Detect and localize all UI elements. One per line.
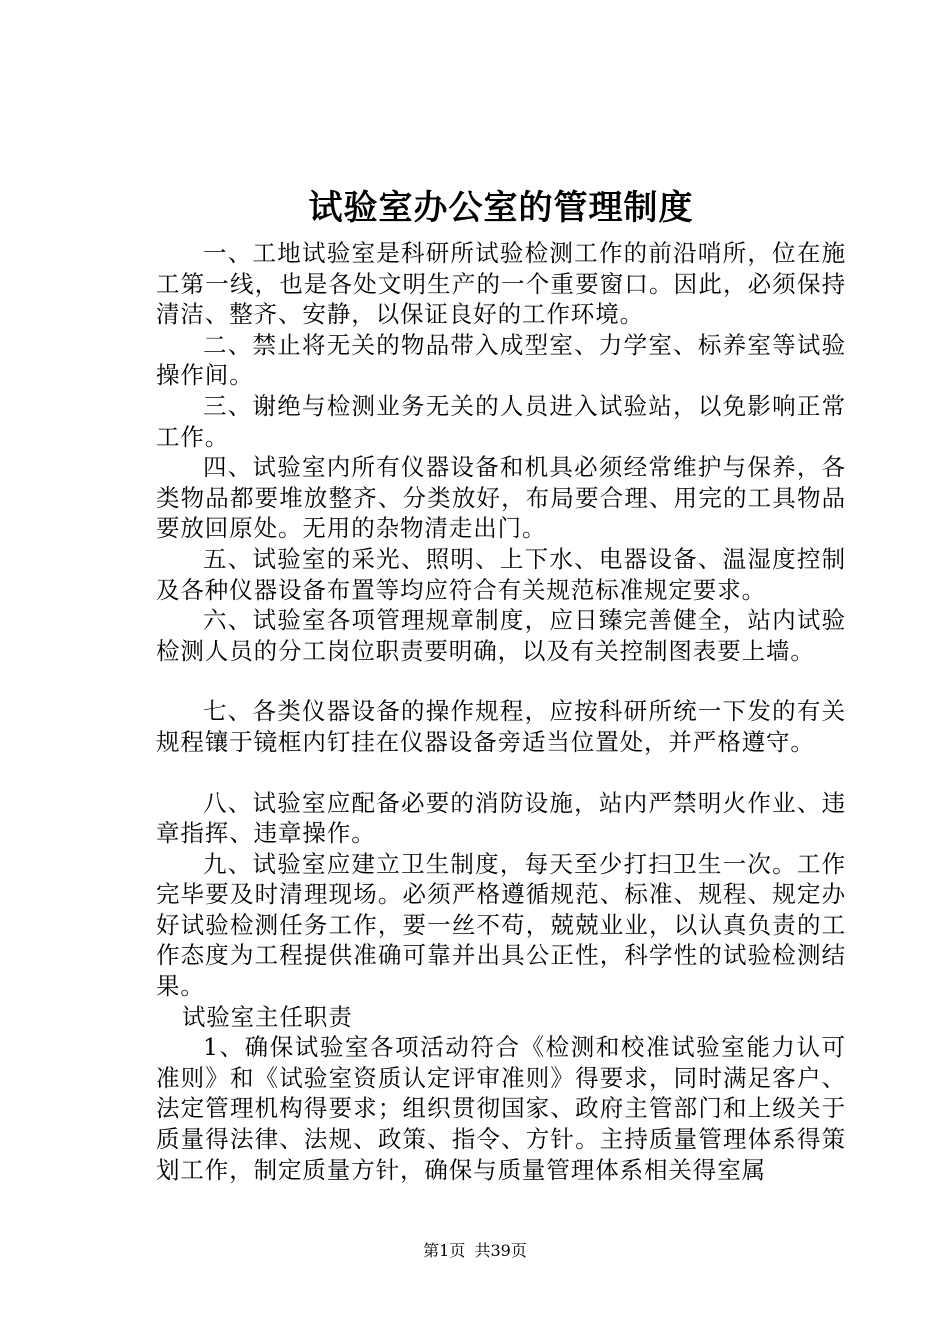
paragraph-3: 三、谢绝与检测业务无关的人员进入试验站，以免影响正常工作。: [156, 391, 846, 451]
document-title: 试验室办公室的管理制度: [308, 188, 694, 228]
paragraph-5: 五、试验室的采光、照明、上下水、电器设备、温湿度控制及各种仪器设备布置等均应符合有关规范标准规定要求。: [156, 544, 846, 604]
paragraph-6: 六、试验室各项管理规章制度，应日臻完善健全，站内试验检测人员的分工岗位职责要明确，以及有关控制图表要上墙。: [156, 606, 846, 665]
page-number: 第1页: [423, 1241, 466, 1260]
section-paragraph-1: 1、确保试验室各项活动符合《检测和校准试验室能力认可准则》和《试验室资质认定评审准则》得要求，同时满足客户、法定管理机构得要求；组织贯彻国家、政府主管部门和上级关于质量得法律、法规、政策、指令、方针。主持质量管理体系得策划工作，制定质量方针，确保与质量管理体系相关得室属: [156, 1033, 846, 1184]
page-footer: [0, 1238, 950, 1261]
document-body: [156, 186, 846, 1185]
section-heading: 试验室主任职责: [181, 1002, 353, 1031]
paragraph-1: 一、工地试验室是科研所试验检测工作的前沿哨所，位在施工第一线，也是各处文明生产的一个重要窗口。因此，必须保持清洁、整齐、安静，以保证良好的工作环境。: [156, 239, 846, 329]
paragraph-8: 八、试验室应配备必要的消防设施，站内严禁明火作业、违章指挥、违章操作。: [156, 788, 846, 848]
paragraph-2: 二、禁止将无关的物品带入成型室、力学室、标养室等试验操作间。: [156, 330, 846, 390]
paragraph-4: 四、试验室内所有仪器设备和机具必须经常维护与保养，各类物品都要堆放整齐、分类放好，布局要合理、用完的工具物品要放回原处。无用的杂物清走出门。: [156, 453, 846, 543]
paragraph-7: 七、各类仪器设备的操作规程，应按科研所统一下发的有关规程镶于镜框内钉挂在仪器设备旁适当位置处，并严格遵守。: [156, 697, 846, 756]
paragraph-9: 九、试验室应建立卫生制度，每天至少打扫卫生一次。工作完毕要及时清理现场。必须严格遵循规范、标准、规程、规定办好试验检测任务工作，要一丝不苟，兢兢业业，以认真负责的工作态度为工程提供准确可靠并出具公正性，科学性的试验检测结果。: [156, 849, 846, 1001]
page-total: 共39页: [474, 1241, 527, 1260]
